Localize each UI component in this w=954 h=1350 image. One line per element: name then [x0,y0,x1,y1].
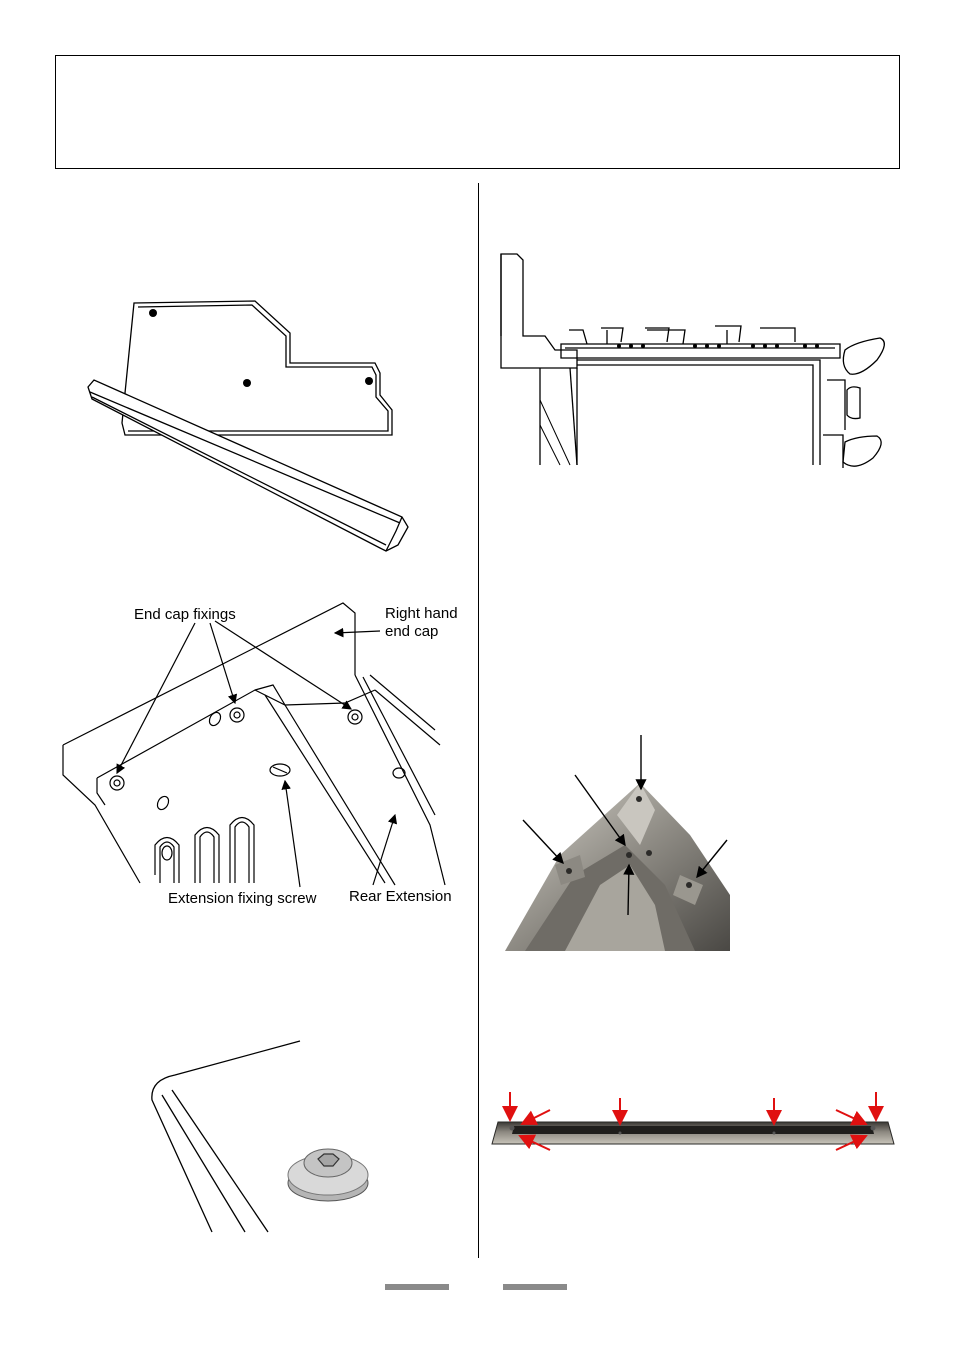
label-right-hand: Right hand [385,605,458,622]
column-divider [478,183,479,1258]
footer-bar-left [385,1284,449,1290]
corner-hex-screw-figure [140,1035,380,1240]
header-box [55,55,900,169]
end-cap-and-strip-figure [80,295,440,560]
label-end-cap: end cap [385,623,439,640]
footer-bar-right [503,1284,567,1290]
label-extension-fixing-screw: Extension fixing screw [168,890,317,907]
rail-photo-with-fixings [490,1090,895,1160]
hob-side-elevation-figure [495,250,895,475]
label-end-cap-fixings: End cap fixings [134,606,236,623]
corner-bracket-photo [505,735,730,951]
label-rear-extension: Rear Extension [349,888,452,905]
